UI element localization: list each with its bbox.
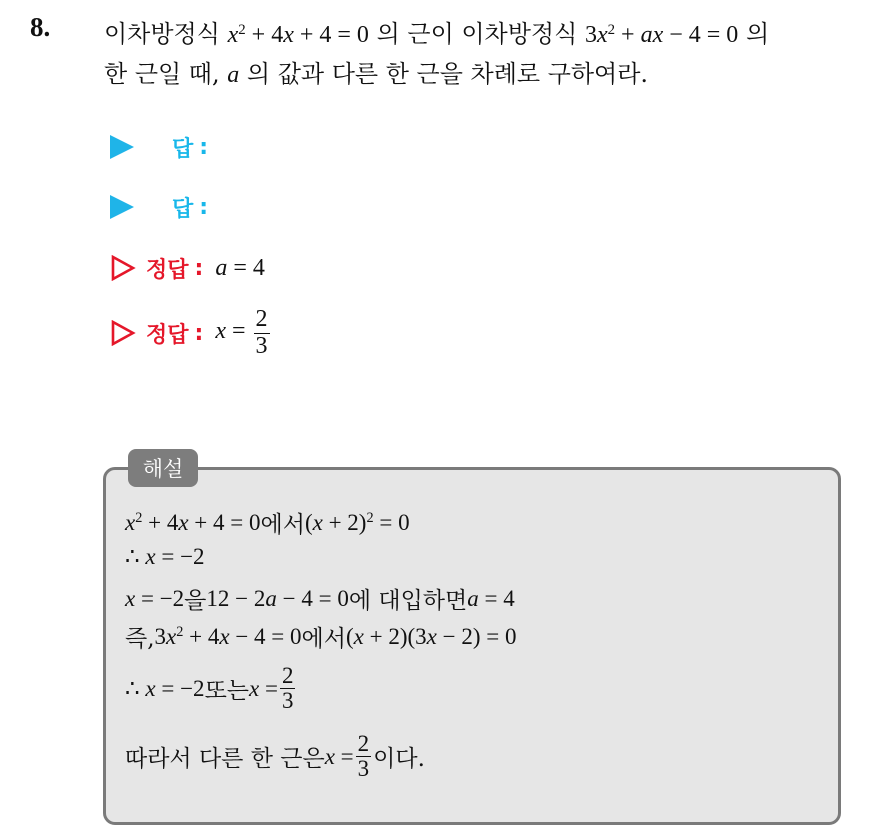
correct-answer-row-2	[110, 305, 272, 361]
solution-line-1: $x^2 + 4x + 4 = 0$ 에서 $(x + 2)^2 = 0$	[125, 509, 410, 538]
question-text-line-2: 한 근일 때, a 의 값과 다른 한 근을 차례로 구하여라.	[104, 60, 649, 88]
answer-row-2[interactable]	[110, 187, 208, 227]
correct-answer-label: 정답	[146, 257, 189, 283]
fraction: $\frac{2}{3}$	[281, 663, 294, 714]
answer-colon: :	[199, 194, 209, 220]
correct-answer-value-2: x = $\frac{2}{3}$	[215, 306, 268, 359]
play-outline-icon	[110, 255, 136, 281]
fraction: $\frac{2}{3}$	[255, 306, 268, 359]
play-outline-icon	[110, 320, 136, 346]
correct-answer-colon: :	[194, 255, 204, 281]
answer-label: 답	[172, 196, 194, 222]
solution-line-5: ∴ x = −2 또는 x = $\frac{2}{3}$	[125, 663, 294, 714]
solution-line-2: ∴ x = −2	[125, 544, 205, 569]
play-triangle-icon	[110, 135, 134, 159]
correct-answer-label: 정답	[146, 322, 189, 348]
question-number: 8.	[30, 12, 51, 42]
answer-colon: :	[199, 134, 209, 160]
correct-answer-colon: :	[194, 320, 204, 346]
play-triangle-icon	[110, 195, 134, 219]
answer-label: 답	[172, 136, 194, 162]
solution-line-6: 따라서 다른 한 근은 x = $\frac{2}{3}$ 이다.	[125, 731, 425, 782]
correct-answer-value-1: a = 4	[215, 254, 265, 281]
solution-tag: 해설	[128, 449, 198, 487]
correct-answer-row-1	[110, 248, 265, 288]
solution-line-4: 즉, $3x^2 + 4x - 4 = 0$ 에서 (x + 2)(3x − 2) = 0	[125, 623, 517, 652]
fraction: $\frac{2}{3}$	[357, 731, 370, 782]
question-text-line-1: 이차방정식 $x^2 + 4x + 4 = 0$ 의 근이 이차방정식 $3x^2$ + ax − 4 = 0 의	[104, 20, 770, 48]
solution-line-3: x = −2 을 12 − 2a − 4 = 0 에 대입하면 a = 4	[125, 585, 515, 614]
answer-row-1[interactable]	[110, 127, 208, 167]
